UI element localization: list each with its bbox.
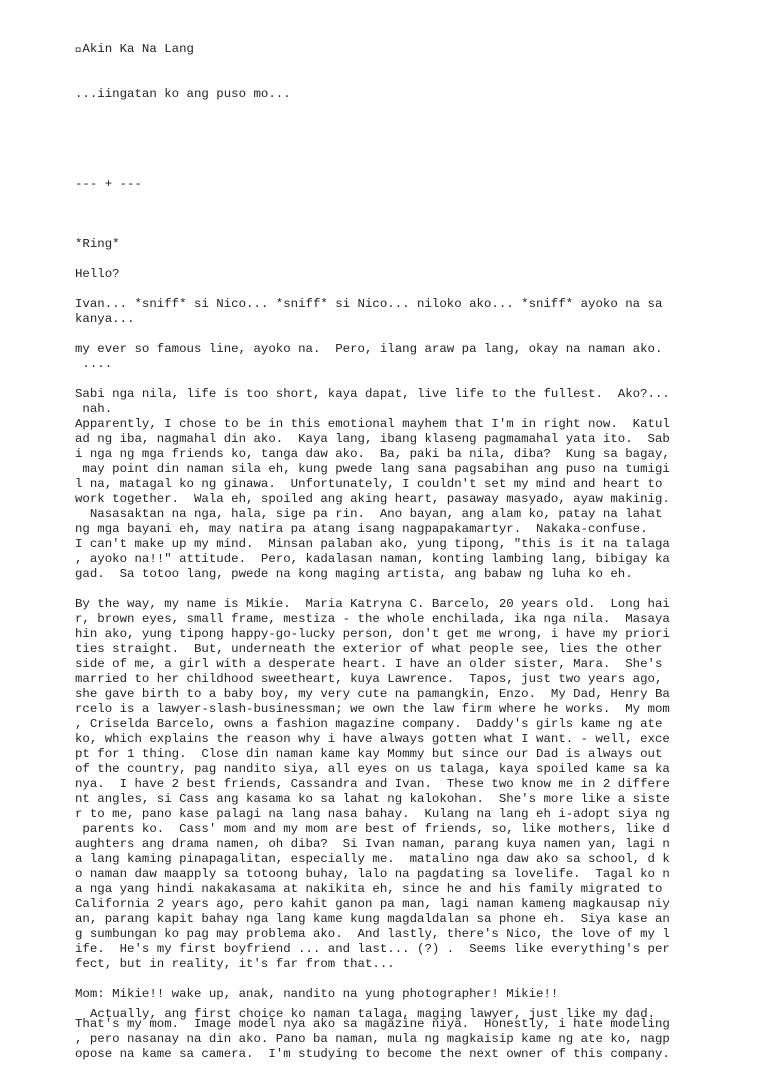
paragraph (75, 342, 675, 372)
text-line: gad. Sa totoo lang, pwede na kong maging artista, ang babaw ng luha ko eh. (75, 567, 633, 581)
paragraph (75, 297, 675, 327)
document-body (75, 12, 675, 1077)
text-line: an, parang kapit bahay nga lang kame kung magdaldalan sa phone eh. Siya kase an (75, 912, 670, 926)
text-line: ife. He's my first boyfriend ... and last... (?) . Seems like everything's per (75, 942, 670, 956)
text-line: l na, matagal ko ng ginawa. Unfortunately, I couldn't set my mind and heart to (75, 477, 663, 491)
text-line: That's my mom. Image model nya ako sa magazine niya. Honestly, i hate modeling (75, 1017, 670, 1031)
text-line: Ivan... *sniff* si Nico... *sniff* si Nico... niloko ako... *sniff* ayoko na sa (75, 297, 663, 311)
text-line: ties straight. But, underneath the exterior of what people see, lies the other (75, 642, 663, 656)
text-line: may point din naman sila eh, kung pwede lang sana pagsabihan ang puso na tumigi (75, 462, 670, 476)
text-line: , pero nasanay na din ako. Pano ba naman, mula ng magkaisip kame ng ate ko, nagp (75, 1032, 670, 1046)
text-line: fect, but in reality, it's far from that... (75, 957, 395, 971)
text-line: ko, which explains the reason why i have always gotten what I want. - well, exce (75, 732, 670, 746)
paragraph (75, 597, 675, 972)
text-line: kanya... (75, 312, 135, 326)
text-line: I can't make up my mind. Minsan palaban ako, yung tipong, "this is it na talaga (75, 537, 670, 551)
paragraph (75, 267, 675, 282)
text-blocks (75, 222, 675, 1062)
text-line: Nasasaktan na nga, hala, sige pa rin. Ano bayan, ang alam ko, patay na lahat (75, 507, 663, 521)
text-line: Apparently, I chose to be in this emotional mayhem that I'm in right now. Katul (75, 417, 670, 431)
text-line: Mom: Mikie!! wake up, anak, nandito na yung photographer! Mikie!! (75, 987, 559, 1001)
text-line: my ever so famous line, ayoko na. Pero, ilang araw pa lang, okay na naman ako. (75, 342, 663, 356)
text-line: o naman daw maapply sa totoong buhay, lalo na pagdating sa lovelife. Tagal ko n (75, 867, 670, 881)
text-line: *Ring* (75, 237, 120, 251)
text-line: ad ng iba, nagmahal din ako. Kaya lang, ibang klaseng pagmamahal yata ito. Sab (75, 432, 670, 446)
text-line: she gave birth to a baby boy, my very cute na pamangkin, Enzo. My Dad, Henry Ba (75, 687, 670, 701)
text-line: nt angles, si Cass ang kasama ko sa lahat ng kalokohan. She's more like a siste (75, 792, 670, 806)
section-divider: --- + --- (75, 177, 142, 191)
text-line: side of me, a girl with a desperate heart. I have an older sister, Mara. She's (75, 657, 663, 671)
text-line: r to me, pano kase palagi na lang nasa bahay. Kulang na lang eh i-adopt siya ng (75, 807, 670, 821)
text-line: i nga ng mga friends ko, tanga daw ako. Ba, paki ba nila, diba? Kung sa bagay, (75, 447, 670, 461)
paragraph (75, 387, 675, 582)
text-line: nya. I have 2 best friends, Cassandra and Ivan. These two know me in 2 differe (75, 777, 670, 791)
text-line: rcelo is a lawyer-slash-businessman; we own the law firm where he works. My mom (75, 702, 670, 716)
paragraph (75, 237, 675, 252)
text-line: By the way, my name is Mikie. Maria Katryna C. Barcelo, 20 years old. Long hai (75, 597, 670, 611)
text-line: a nga yang hindi nakakasama at nakikita eh, since he and his family migrated to (75, 882, 663, 896)
text-line: a lang kaming pinapagalitan, especially me. matalino nga daw ako sa school, d k (75, 852, 670, 866)
text-line: Hello? (75, 267, 120, 281)
document-subtitle: ...iingatan ko ang puso mo... (75, 87, 291, 101)
text-line: g sumbungan ko pag may problema ako. And lastly, there's Nico, the love of my l (75, 927, 670, 941)
text-line: hin ako, yung tipong happy-go-lucky person, don't get me wrong, i have my priori (75, 627, 670, 641)
text-line: .... (75, 357, 113, 371)
text-line: pt for 1 thing. Close din naman kame kay Mommy but since our Dad is always out (75, 747, 663, 761)
paragraph (75, 987, 675, 1002)
text-line: , ayoko na!!" attitude. Pero, kadalasan naman, konting lambing lang, bibigay ka (75, 552, 670, 566)
text-line: nah. (75, 402, 113, 416)
text-line: married to her childhood sweetheart, kuya Lawrence. Tapos, just two years ago, (75, 672, 663, 686)
document-title:  Akin Ka Na Lang (75, 42, 194, 56)
text-line: , Criselda Barcelo, owns a fashion magazine company. Daddy's girls kame ng ate (75, 717, 663, 731)
text-line: ng mga bayani eh, may natira pa atang isang nagpapakamartyr. Nakaka-confuse. (75, 522, 648, 536)
text-line: work together. Wala eh, spoiled ang aking heart, pasaway masyado, ayaw makinig. (75, 492, 670, 506)
text-line: parents ko. Cass' mom and my mom are best of friends, so, like mothers, like d (75, 822, 670, 836)
text-line: aughters ang drama namen, oh diba? Si Ivan naman, parang kuya namen yan, lagi n (75, 837, 670, 851)
text-line: Sabi nga nila, life is too short, kaya dapat, live life to the fullest. Ako?... (75, 387, 670, 401)
footer-line: Actually, ang first choice ko naman talaga, maging lawyer, just like my dad. (90, 1007, 656, 1021)
text-line: of the country, pag nandito siya, all eyes on us talaga, kaya spoiled kame sa ka (75, 762, 670, 776)
text-line: California 2 years ago, pero kahit ganon pa man, lagi naman kameng magkausap niy (75, 897, 670, 911)
text-line: opose na kame sa camera. I'm studying to become the next owner of this company. (75, 1047, 670, 1061)
text-line: r, brown eyes, small frame, mestiza - the whole enchilada, ika nga nila. Masaya (75, 612, 670, 626)
